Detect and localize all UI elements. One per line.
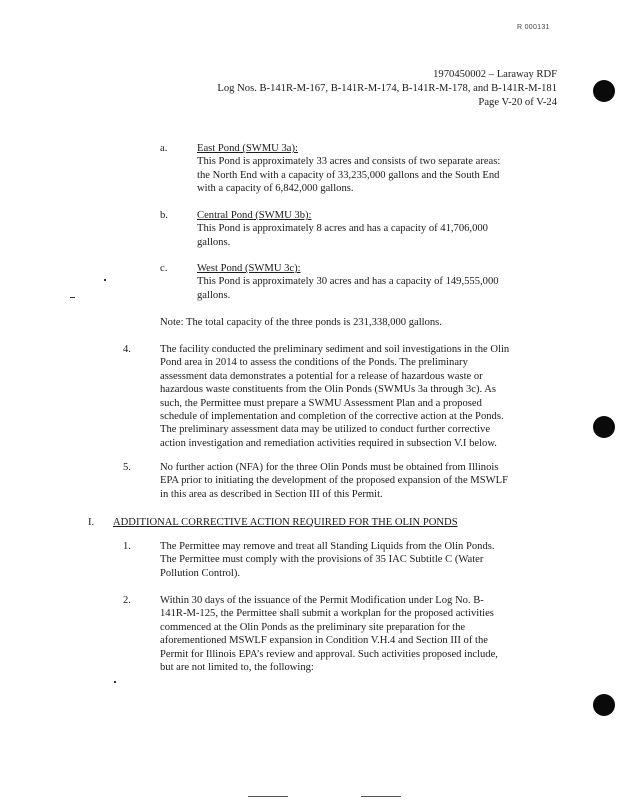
pond-c-letter: c. [160,263,168,274]
pond-c-line-1: This Pond is approximately 30 acres and has a capacity of 149,555,000 [197,276,499,288]
pond-a-line-1: This Pond is approximately 33 acres and consists of two separate areas: [197,156,501,168]
pond-a-title: East Pond (SWMU 3a): [197,143,298,154]
pond-b-line-1: This Pond is approximately 8 acres and has a capacity of 41,706,000 [197,223,488,235]
item-4-line-1: The facility conducted the preliminary sediment and soil investigations in the Olin [160,344,510,355]
scan-speck [114,681,116,683]
item-i2-line-3: commenced at the Olin Ponds as the preliminary site preparation for the [160,621,466,633]
item-i2-line-1: Within 30 days of the issuance of the Permit Modification under Log No. B- [160,595,484,606]
footer-rule-right [361,796,401,797]
item-4-body [160,343,560,450]
pond-a-block [197,142,557,196]
item-i1-body [160,540,560,580]
item-i1-line-3: Pollution Control). [160,567,241,579]
item-4-line-5: such, the Permittee must prepare a SWMU Assessment Plan and a proposed [160,397,482,409]
item-5-body [160,461,560,501]
item-4-line-7: The preliminary assessment data may be utilized to conduct further corrective [160,424,491,436]
header-facility-id: 1970450002 – Laraway RDF [433,69,557,80]
pond-b-letter: b. [160,210,168,221]
item-4-line-2: Pond area in 2014 to assess the conditions of the Ponds. The preliminary [160,357,468,369]
pond-c-line-2: gallons. [197,289,231,301]
pond-c-title: West Pond (SWMU 3c): [197,263,301,274]
section-i-title: ADDITIONAL CORRECTIVE ACTION REQUIRED FOR THE OLIN PONDS [113,517,458,528]
item-5-line-3: in this area as described in Section III of this Permit. [160,488,383,500]
header-page-number: Page V-20 of V-24 [478,97,557,108]
item-i2-number: 2. [123,595,131,606]
scan-speck [104,279,106,281]
item-4-line-3: assessment data demonstrates a potential for a release of hazardous waste or [160,370,483,382]
item-i2-line-4: aforementioned MSWLF expansion in Condition V.H.4 and Section III of the [160,635,488,647]
pond-b-block [197,209,557,249]
item-i2-line-2: 141R-M-125, the Permittee shall submit a workplan for the proposed activities [160,608,494,620]
item-i1-number: 1. [123,541,131,552]
header-log-numbers: Log Nos. B-141R-M-167, B-141R-M-174, B-141R-M-178, and B-141R-M-181 [217,83,557,94]
pond-b-line-2: gallons. [197,236,231,248]
item-4-number: 4. [123,344,131,355]
pond-a-line-3: with a capacity of 6,842,000 gallons. [197,183,354,195]
bates-stamp: R 000131 [517,24,550,31]
punch-hole-middle [593,416,615,438]
footer-rule-left [248,796,288,797]
pond-c-block [197,262,557,302]
item-5-number: 5. [123,462,131,473]
item-i2-body [160,594,560,674]
item-4-line-6: schedule of implementation and completion of the corrective action at the Ponds. [160,411,504,423]
item-5-line-2: EPA prior to initiating the development of the proposed expansion of the MSWLF [160,475,508,487]
item-i1-line-1: The Permittee may remove and treat all Standing Liquids from the Olin Ponds. [160,541,495,552]
total-capacity-note: Note: The total capacity of the three ponds is 231,338,000 gallons. [160,317,442,328]
pond-a-line-2: the North End with a capacity of 33,235,000 gallons and the South End [197,169,500,181]
item-i1-line-2: The Permittee must comply with the provisions of 35 IAC Subtitle C (Water [160,554,484,566]
item-4-line-8: action investigation and remediation activities required in subsection V.I below. [160,437,497,449]
section-i-letter: I. [88,517,95,528]
item-i2-line-5: Permit for Illinois EPA’s review and approval. Such activities proposed include, [160,648,498,660]
punch-hole-bottom [593,694,615,716]
item-i2-line-6: but are not limited to, the following: [160,662,314,674]
pond-a-letter: a. [160,143,168,154]
pond-b-title: Central Pond (SWMU 3b): [197,210,312,221]
punch-hole-top [593,80,615,102]
item-4-line-4: hazardous waste constituents from the Olin Ponds (SWMUs 3a through 3c). As [160,384,497,396]
scan-speck [70,297,75,298]
item-5-line-1: No further action (NFA) for the three Olin Ponds must be obtained from Illinois [160,462,499,473]
